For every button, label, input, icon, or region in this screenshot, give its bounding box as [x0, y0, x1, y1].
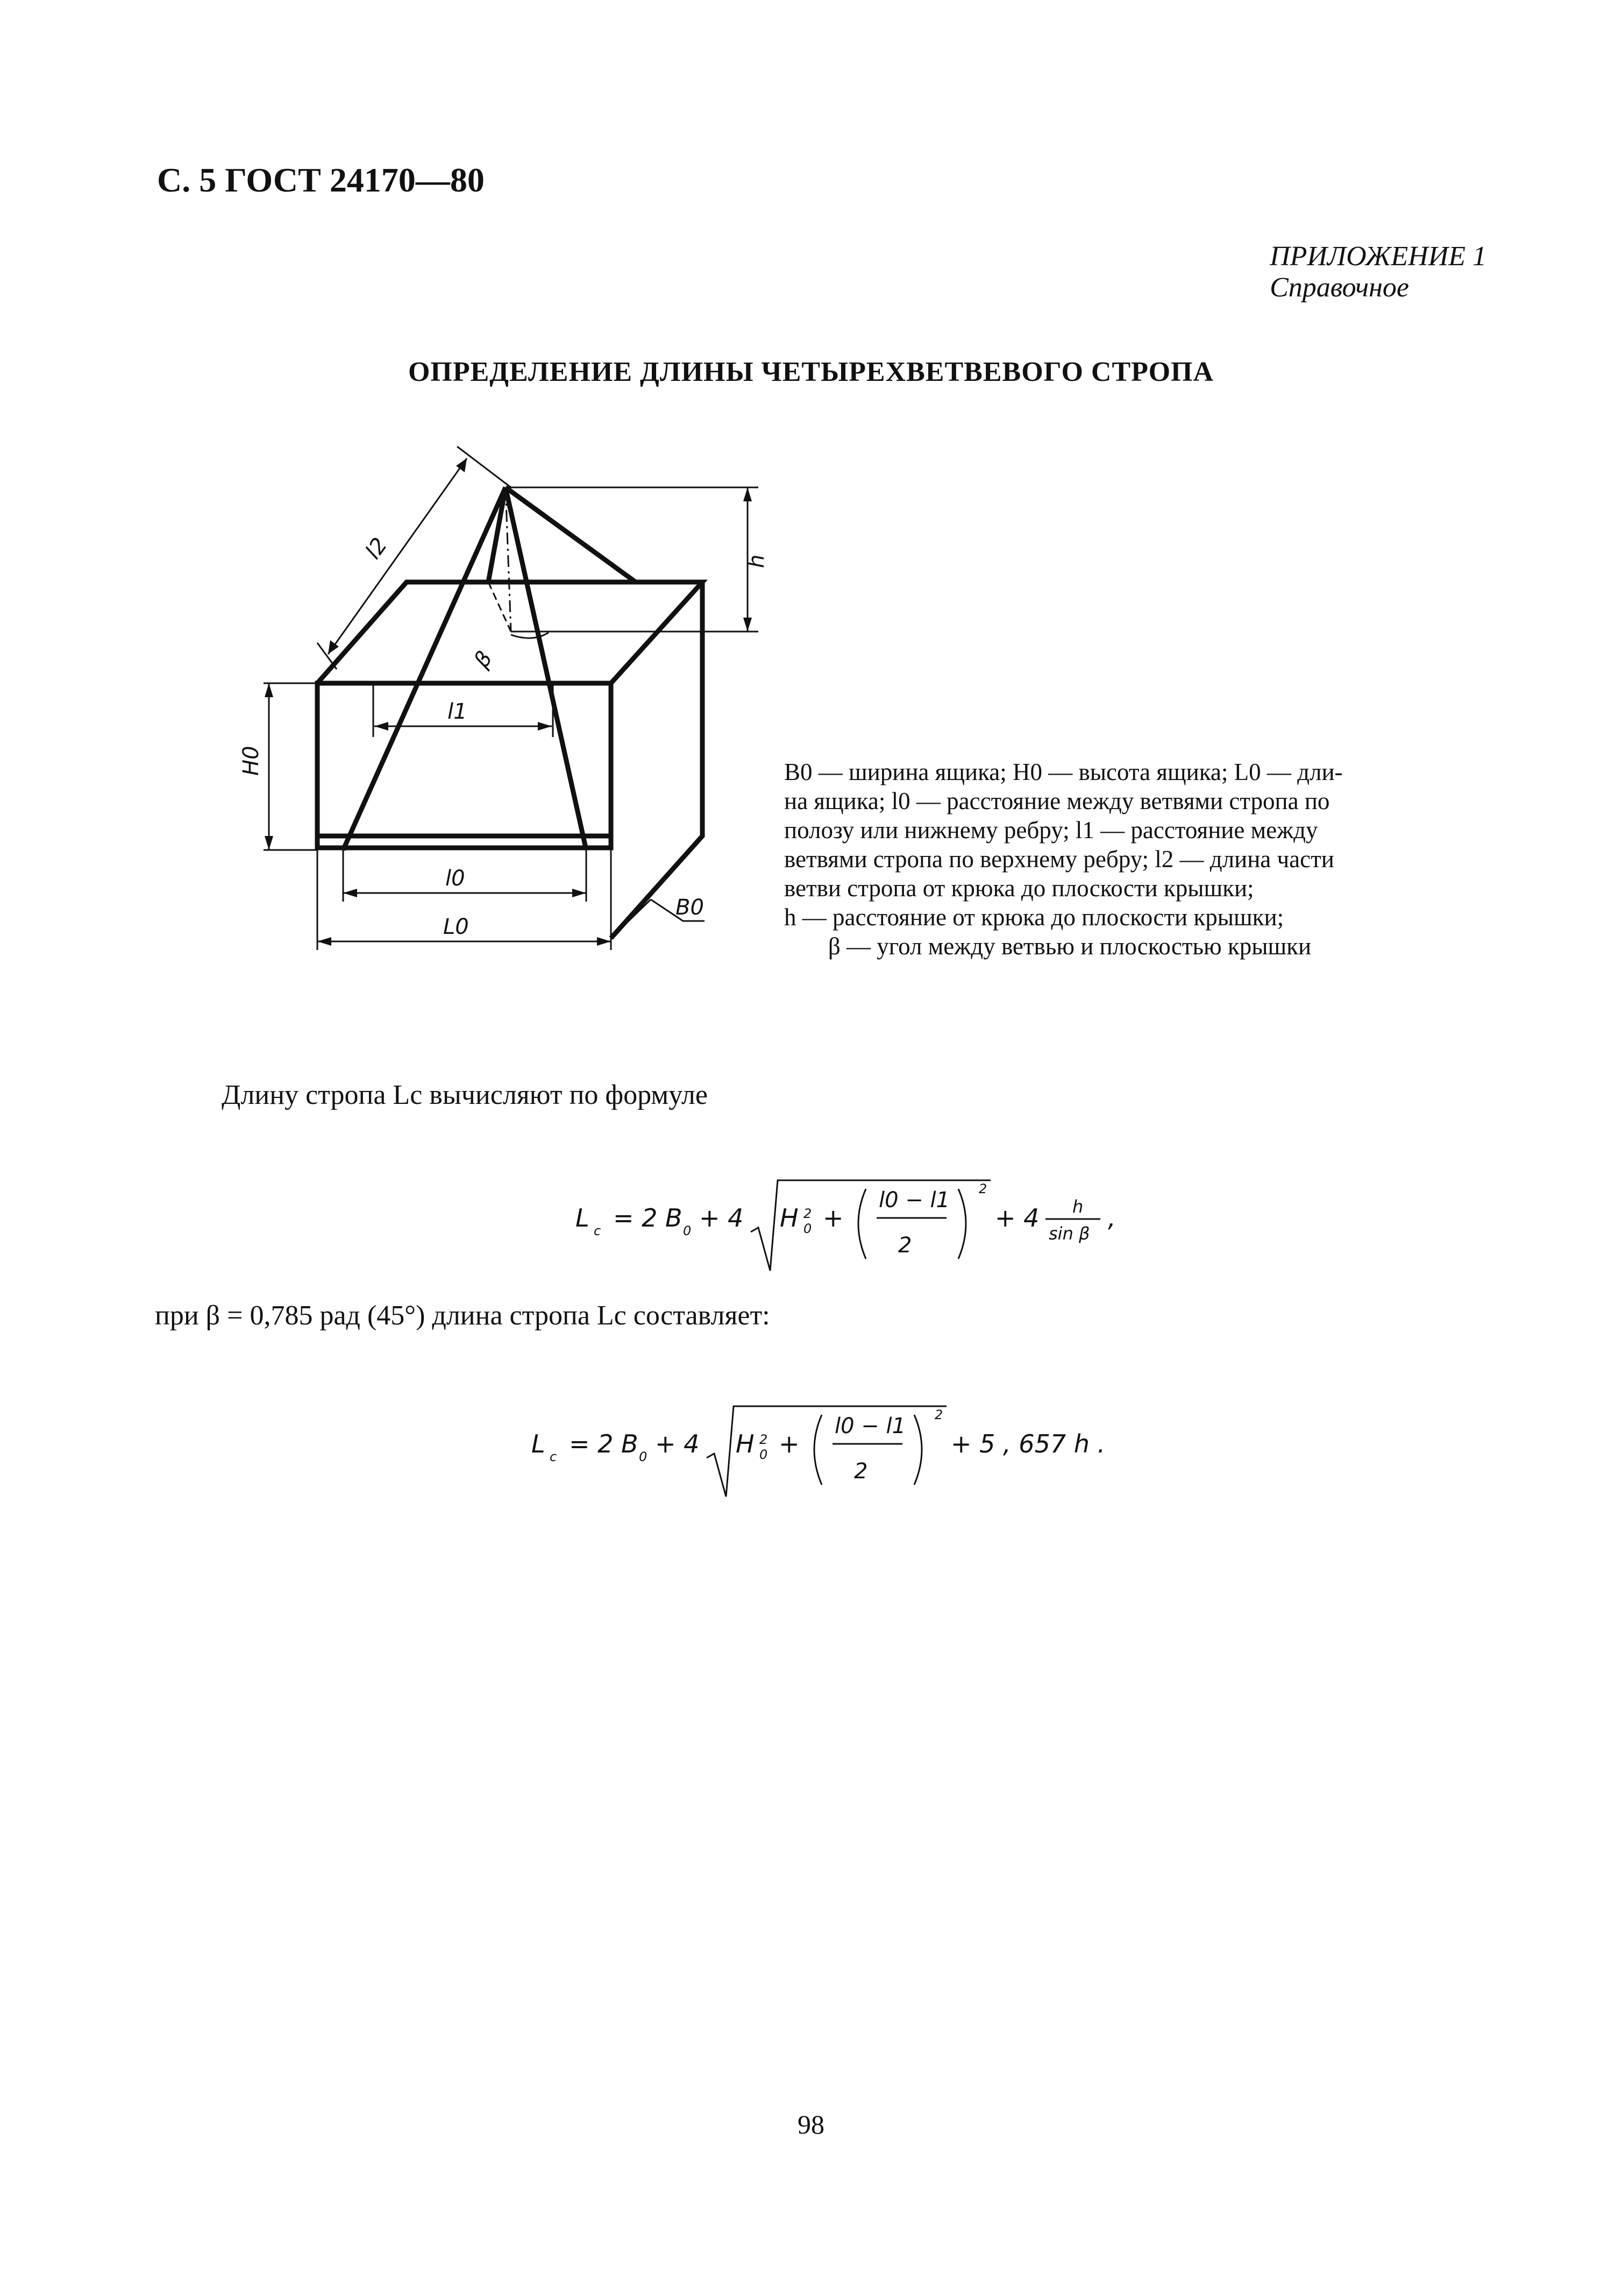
- sling-branch-right: [506, 487, 586, 850]
- svg-text:0: 0: [639, 1449, 648, 1464]
- label-l2: l2: [360, 533, 393, 564]
- svg-text:L: L: [575, 1203, 589, 1232]
- svg-text:sin β: sin β: [1049, 1223, 1090, 1244]
- formula-2-graphic: [531, 1399, 1123, 1517]
- svg-text:2: 2: [979, 1181, 987, 1196]
- legend-line: на ящика; l0 — расстояние между ветвями стропа по: [784, 788, 1330, 814]
- svg-text:+: +: [779, 1429, 800, 1458]
- svg-text:2: 2: [854, 1459, 868, 1484]
- svg-text:H: H: [736, 1429, 755, 1458]
- svg-text:+ 5 , 657 h .: + 5 , 657 h .: [951, 1429, 1106, 1458]
- box-skid: [317, 836, 611, 848]
- appendix-title: ПРИЛОЖЕНИЕ 1: [1270, 241, 1486, 272]
- sling-diagram: [231, 436, 774, 952]
- svg-text:с: с: [594, 1223, 601, 1238]
- formula-1: [575, 1173, 1167, 1297]
- svg-text:2: 2: [898, 1233, 912, 1258]
- formula-1-graphic: [575, 1173, 1167, 1291]
- label-l1: l1: [447, 699, 467, 724]
- formula-2: [531, 1399, 1123, 1523]
- legend-line: ветви стропа от крюка до плоскости крышки;: [784, 875, 1254, 902]
- label-B0: B0: [675, 895, 704, 920]
- svg-text:+ 4: + 4: [995, 1203, 1040, 1232]
- svg-text:H: H: [780, 1203, 799, 1232]
- svg-text:0: 0: [683, 1223, 692, 1238]
- section-title: ОПРЕДЕЛЕНИЕ ДЛИНЫ ЧЕТЫРЕХВЕТВЕВОГО СТРОПА: [408, 357, 1214, 387]
- legend-line: B0 — ширина ящика; H0 — высота ящика; L0 — дли-: [784, 759, 1343, 785]
- svg-text:2: 2: [935, 1407, 943, 1422]
- dim-B0-leader: [611, 899, 651, 938]
- box-top-face: [317, 582, 702, 683]
- page-header: С. 5 ГОСТ 24170—80: [157, 161, 485, 199]
- formula-intro: Длину стропа Lс вычисляют по формуле: [222, 1080, 708, 1110]
- svg-text:+: +: [823, 1203, 844, 1232]
- svg-text:,: ,: [1108, 1203, 1116, 1232]
- svg-text:h: h: [1072, 1196, 1084, 1217]
- label-beta: β: [469, 647, 497, 672]
- figure-legend: [784, 757, 1355, 961]
- page-number: 98: [798, 2109, 824, 2139]
- svg-text:2: 2: [803, 1206, 812, 1221]
- svg-text:2: 2: [759, 1432, 768, 1447]
- svg-text:L: L: [531, 1429, 545, 1458]
- svg-text:l0 − l1: l0 − l1: [835, 1414, 906, 1438]
- legend-line: h — расстояние от крюка до плоскости крышки;: [784, 904, 1284, 931]
- svg-text:+ 4: + 4: [655, 1429, 700, 1458]
- label-L0: L0: [443, 915, 469, 939]
- legend-line: ветвями стропа по верхнему ребру; l2 — длина части: [784, 846, 1334, 873]
- label-H0: H0: [239, 746, 264, 776]
- svg-text:+ 4: + 4: [699, 1203, 744, 1232]
- label-l0: l0: [445, 866, 465, 891]
- svg-text:= 2 B: = 2 B: [613, 1203, 682, 1232]
- svg-text:0: 0: [759, 1447, 768, 1462]
- svg-text:= 2 B: = 2 B: [569, 1429, 638, 1458]
- legend-line: полозу или нижнему ребру; l1 — расстояние между: [784, 817, 1318, 844]
- formula-condition: при β = 0,785 рад (45°) длина стропа Lс составляет:: [155, 1300, 770, 1331]
- label-h: h: [744, 554, 769, 568]
- svg-text:с: с: [550, 1449, 557, 1464]
- legend-line: β — угол между ветвью и плоскостью крышки: [828, 933, 1312, 960]
- svg-text:l0 − l1: l0 − l1: [879, 1188, 950, 1213]
- svg-text:0: 0: [803, 1221, 812, 1236]
- appendix-label: [1270, 241, 1486, 303]
- appendix-type: Справочное: [1270, 272, 1409, 303]
